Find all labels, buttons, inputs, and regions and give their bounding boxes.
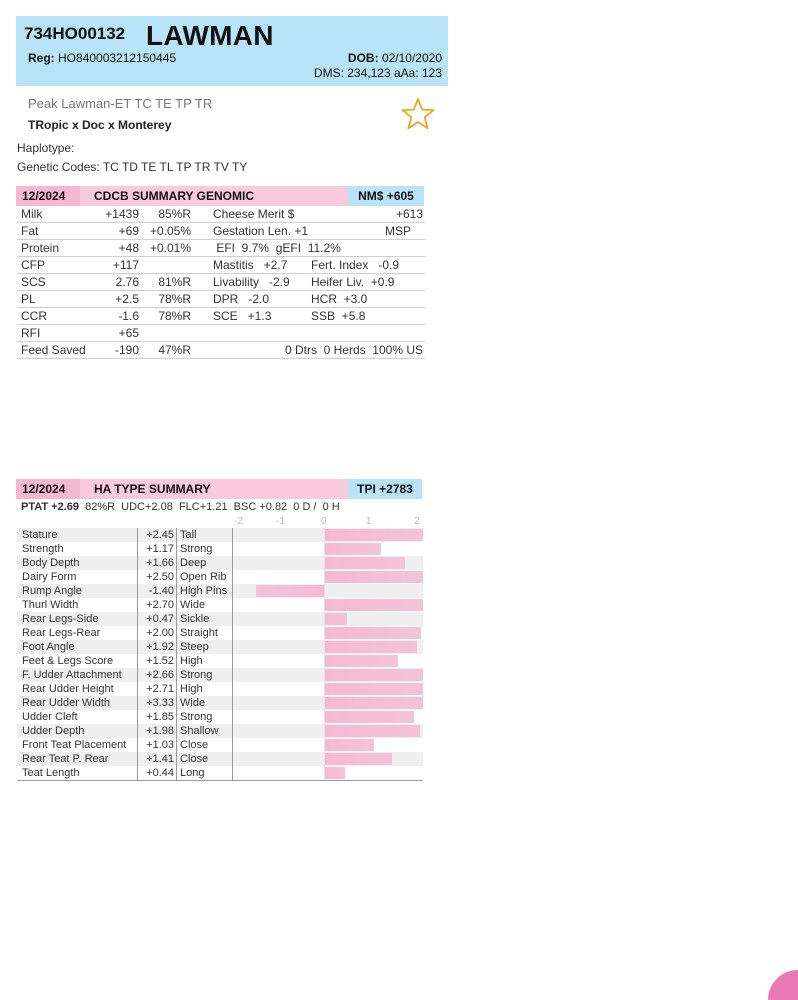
type-trait-value: +2.50 bbox=[146, 571, 174, 583]
trait-name: Milk bbox=[17, 206, 87, 223]
type-row bbox=[17, 570, 423, 584]
column-divider bbox=[232, 626, 233, 640]
scale-label: 1 bbox=[366, 516, 372, 527]
trait-rel: 78%R bbox=[139, 308, 195, 325]
type-trait-name: Udder Cleft bbox=[22, 711, 78, 723]
trait-mid: Mastitis +2.7 bbox=[195, 257, 311, 274]
trait-mid: Gestation Len. +1 bbox=[195, 223, 311, 240]
type-row bbox=[17, 766, 423, 780]
column-divider bbox=[232, 682, 233, 696]
type-trait-descriptor: High bbox=[180, 655, 203, 667]
type-trait-value: +1.66 bbox=[146, 557, 174, 569]
type-bar bbox=[324, 627, 421, 639]
column-divider bbox=[176, 640, 177, 654]
table-row bbox=[17, 274, 425, 291]
table-row bbox=[17, 325, 425, 342]
column-divider bbox=[232, 654, 233, 668]
type-trait-value: +1.41 bbox=[146, 753, 174, 765]
type-bar bbox=[256, 585, 324, 597]
type-trait-value: +1.03 bbox=[146, 739, 174, 751]
trait-name: Protein bbox=[17, 240, 87, 257]
type-row bbox=[17, 556, 423, 570]
type-trait-name: Front Teat Placement bbox=[22, 739, 127, 751]
reg-value: HO840003212150445 bbox=[58, 51, 177, 65]
type-row bbox=[17, 654, 423, 668]
type-trait-name: Udder Depth bbox=[22, 725, 85, 737]
registration bbox=[28, 51, 176, 65]
reg-label: Reg: bbox=[28, 51, 55, 65]
scale-label: -1 bbox=[276, 516, 285, 527]
type-trait-descriptor: Strong bbox=[180, 711, 213, 723]
column-divider bbox=[176, 752, 177, 766]
type-row bbox=[17, 542, 423, 556]
tpi-score: TPI +2783 bbox=[348, 479, 422, 499]
table-row bbox=[17, 291, 425, 308]
column-divider bbox=[232, 584, 233, 598]
column-divider bbox=[176, 710, 177, 724]
column-divider bbox=[176, 766, 177, 780]
type-trait-name: Teat Length bbox=[22, 767, 80, 779]
haplotype: Haplotype: bbox=[17, 141, 75, 155]
scale-label: -2 bbox=[234, 516, 243, 527]
column-divider bbox=[232, 612, 233, 626]
trait-mid bbox=[195, 325, 311, 342]
trait-right: Fert. Index -0.9 bbox=[311, 257, 425, 274]
genomic-table bbox=[17, 206, 425, 359]
dms-aaa: DMS: 234,123 aAa: 123 bbox=[313, 66, 442, 80]
trait-right: MSP bbox=[311, 223, 425, 240]
type-trait-name: Foot Angle bbox=[22, 641, 75, 653]
trait-value: -190 bbox=[87, 342, 139, 359]
type-trait-descriptor: High bbox=[180, 683, 203, 695]
column-divider bbox=[176, 570, 177, 584]
trait-value: +65 bbox=[87, 325, 139, 342]
trait-rel: +0.01% bbox=[139, 240, 195, 257]
type-row bbox=[17, 640, 423, 654]
column-divider bbox=[232, 528, 233, 542]
type-trait-descriptor: Strong bbox=[180, 543, 213, 555]
column-divider bbox=[176, 738, 177, 752]
type-trait-name: Rear Teat P. Rear bbox=[22, 753, 109, 765]
trait-right: HCR +3.0 bbox=[311, 291, 425, 308]
type-trait-value: +1.92 bbox=[146, 641, 174, 653]
type-trait-value: +2.66 bbox=[146, 669, 174, 681]
column-divider bbox=[232, 752, 233, 766]
type-title: HA TYPE SUMMARY bbox=[80, 479, 348, 499]
trait-value: 2.76 bbox=[87, 274, 139, 291]
type-trait-name: Rear Udder Width bbox=[22, 697, 111, 709]
type-trait-descriptor: Steep bbox=[180, 641, 209, 653]
trait-name: PL bbox=[17, 291, 87, 308]
type-trait-descriptor: Straight bbox=[180, 627, 218, 639]
trait-name: CFP bbox=[17, 257, 87, 274]
column-divider bbox=[232, 542, 233, 556]
type-trait-descriptor: Strong bbox=[180, 669, 213, 681]
type-bar bbox=[324, 543, 381, 555]
sire-header bbox=[16, 16, 448, 86]
nm-dollar-score: NM$ +605 bbox=[348, 186, 424, 206]
type-trait-value: +2.00 bbox=[146, 627, 174, 639]
type-bar bbox=[324, 767, 345, 779]
sire-stack: TRopic x Doc x Monterey bbox=[28, 118, 172, 132]
type-trait-name: Rear Udder Height bbox=[22, 683, 114, 695]
type-trait-value: +1.52 bbox=[146, 655, 174, 667]
column-divider bbox=[232, 556, 233, 570]
column-divider bbox=[176, 724, 177, 738]
trait-right: +613 bbox=[311, 206, 425, 223]
column-divider bbox=[232, 738, 233, 752]
type-trait-descriptor: Wide bbox=[180, 599, 206, 611]
table-row bbox=[17, 223, 425, 240]
ptat-details: 82%R UDC+2.08 FLC+1.21 BSC +0.82 0 D / 0 H bbox=[78, 501, 340, 513]
type-row bbox=[17, 668, 423, 682]
trait-right: SSB +5.8 bbox=[311, 308, 425, 325]
pedigree-name: Peak Lawman-ET TC TE TP TR bbox=[28, 96, 213, 111]
column-divider bbox=[176, 584, 177, 598]
type-trait-descriptor: Close bbox=[180, 739, 209, 751]
ptat-summary bbox=[21, 501, 340, 513]
column-divider bbox=[232, 598, 233, 612]
type-bar bbox=[324, 711, 414, 723]
type-row bbox=[17, 598, 423, 612]
trait-value: +117 bbox=[87, 257, 139, 274]
type-trait-name: Rump Angle bbox=[22, 585, 82, 597]
type-trait-descriptor: Deep bbox=[180, 557, 207, 569]
trait-name: Fat bbox=[17, 223, 87, 240]
type-trait-descriptor: Tall bbox=[180, 529, 197, 541]
type-trait-name: F. Udder Attachment bbox=[22, 669, 122, 681]
type-row bbox=[17, 612, 423, 626]
sire-id: 734HO00132 bbox=[24, 24, 126, 43]
column-divider bbox=[232, 570, 233, 584]
trait-rel: 81%R bbox=[139, 274, 195, 291]
trait-rel: 47%R bbox=[139, 342, 195, 359]
type-row bbox=[17, 710, 423, 724]
column-divider bbox=[232, 724, 233, 738]
type-trait-name: Rear Legs-Rear bbox=[22, 627, 101, 639]
type-bar bbox=[324, 557, 405, 569]
trait-rel: +0.05% bbox=[139, 223, 195, 240]
type-date: 12/2024 bbox=[16, 479, 80, 499]
type-trait-value: +2.70 bbox=[146, 599, 174, 611]
type-bar bbox=[324, 753, 392, 765]
table-row bbox=[17, 342, 425, 359]
type-bar bbox=[324, 613, 347, 625]
type-trait-descriptor: Open Rib bbox=[180, 571, 227, 583]
type-trait-table bbox=[17, 528, 423, 780]
genomic-title: CDCB SUMMARY GENOMIC bbox=[80, 186, 348, 206]
column-divider bbox=[176, 682, 177, 696]
type-trait-descriptor: Long bbox=[180, 767, 205, 779]
ptat-label: PTAT +2.69 bbox=[21, 501, 79, 513]
trait-name: RFI bbox=[17, 325, 87, 342]
scale-label: 2 bbox=[414, 516, 420, 527]
type-trait-name: Thurl Width bbox=[22, 599, 79, 611]
type-trait-value: +1.17 bbox=[146, 543, 174, 555]
type-trait-value: +0.47 bbox=[146, 613, 174, 625]
trait-mid: EFI 9.7% gEFI 11.2% bbox=[195, 240, 425, 257]
type-row bbox=[17, 584, 423, 598]
type-trait-descriptor: High Pins bbox=[180, 585, 228, 597]
trait-right bbox=[311, 325, 425, 342]
column-divider bbox=[176, 542, 177, 556]
table-row bbox=[17, 240, 425, 257]
type-bar bbox=[324, 571, 423, 583]
type-bar bbox=[324, 655, 398, 667]
type-trait-name: Stature bbox=[22, 529, 58, 541]
type-row bbox=[17, 682, 423, 696]
type-bar bbox=[324, 725, 420, 737]
trait-rel: 78%R bbox=[139, 291, 195, 308]
trait-mid: Cheese Merit $ bbox=[195, 206, 311, 223]
type-trait-value: +2.71 bbox=[146, 683, 174, 695]
type-bar bbox=[324, 669, 423, 681]
type-table-bottom-rule bbox=[17, 780, 423, 781]
star-icon[interactable] bbox=[400, 96, 436, 132]
column-divider bbox=[232, 696, 233, 710]
trait-right: Heifer Liv. +0.9 bbox=[311, 274, 425, 291]
type-bar bbox=[324, 641, 417, 653]
genomic-section-header bbox=[16, 186, 424, 206]
trait-name: CCR bbox=[17, 308, 87, 325]
type-bar bbox=[324, 739, 374, 751]
type-bar bbox=[324, 529, 423, 541]
column-divider bbox=[176, 528, 177, 542]
column-divider bbox=[232, 640, 233, 654]
column-divider bbox=[232, 766, 233, 780]
trait-value: +48 bbox=[87, 240, 139, 257]
column-divider bbox=[176, 696, 177, 710]
type-trait-value: +1.98 bbox=[146, 725, 174, 737]
type-trait-descriptor: Close bbox=[180, 753, 209, 765]
type-row bbox=[17, 696, 423, 710]
column-divider bbox=[176, 612, 177, 626]
trait-value: -1.6 bbox=[87, 308, 139, 325]
type-trait-value: +2.45 bbox=[146, 529, 174, 541]
table-row bbox=[17, 206, 425, 223]
genomic-date: 12/2024 bbox=[16, 186, 80, 206]
type-trait-value: +3.33 bbox=[146, 697, 174, 709]
column-divider bbox=[176, 598, 177, 612]
type-row bbox=[17, 626, 423, 640]
type-bar bbox=[324, 697, 423, 709]
daughter-herd-summary: 0 Dtrs 0 Herds 100% US bbox=[195, 342, 425, 359]
trait-rel: 85%R bbox=[139, 206, 195, 223]
trait-mid: DPR -2.0 bbox=[195, 291, 311, 308]
trait-value: +69 bbox=[87, 223, 139, 240]
type-trait-value: +1.85 bbox=[146, 711, 174, 723]
scale-label: 0 bbox=[321, 516, 327, 527]
table-row bbox=[17, 257, 425, 274]
type-trait-descriptor: Sickle bbox=[180, 613, 210, 625]
column-divider bbox=[176, 654, 177, 668]
type-trait-name: Feet & Legs Score bbox=[22, 655, 114, 667]
dob-label: DOB: bbox=[347, 51, 379, 65]
type-bar bbox=[324, 599, 423, 611]
type-row bbox=[17, 528, 423, 542]
type-trait-name: Rear Legs-Side bbox=[22, 613, 99, 625]
column-divider bbox=[232, 668, 233, 682]
zero-axis-line bbox=[324, 528, 325, 780]
type-trait-name: Strength bbox=[22, 543, 64, 555]
type-trait-descriptor: Wide bbox=[180, 697, 206, 709]
type-trait-name: Dairy Form bbox=[22, 571, 77, 583]
trait-value: +2.5 bbox=[87, 291, 139, 308]
type-row bbox=[17, 738, 423, 752]
type-trait-name: Body Depth bbox=[22, 557, 80, 569]
sire-name: LAWMAN bbox=[146, 20, 274, 51]
type-trait-value: -1.40 bbox=[148, 585, 174, 597]
type-row bbox=[17, 752, 423, 766]
column-divider bbox=[176, 556, 177, 570]
trait-mid: SCE +1.3 bbox=[195, 308, 311, 325]
column-divider bbox=[176, 626, 177, 640]
type-trait-value: +0.44 bbox=[146, 767, 174, 779]
trait-name: SCS bbox=[17, 274, 87, 291]
type-section-header bbox=[16, 479, 422, 499]
trait-mid: Livability -2.9 bbox=[195, 274, 311, 291]
column-divider bbox=[176, 668, 177, 682]
trait-rel bbox=[139, 325, 195, 342]
type-bar bbox=[324, 683, 423, 695]
genetic-codes: Genetic Codes: TC TD TE TL TP TR TV TY bbox=[17, 160, 248, 174]
trait-rel bbox=[139, 257, 195, 274]
date-of-birth bbox=[348, 51, 442, 65]
type-trait-descriptor: Shallow bbox=[180, 725, 219, 737]
column-divider bbox=[232, 710, 233, 724]
table-row bbox=[17, 308, 425, 325]
corner-decoration bbox=[768, 970, 798, 1000]
type-row bbox=[17, 724, 423, 738]
dob-value: 02/10/2020 bbox=[381, 51, 442, 65]
trait-name: Feed Saved bbox=[17, 342, 87, 359]
trait-value: +1439 bbox=[87, 206, 139, 223]
